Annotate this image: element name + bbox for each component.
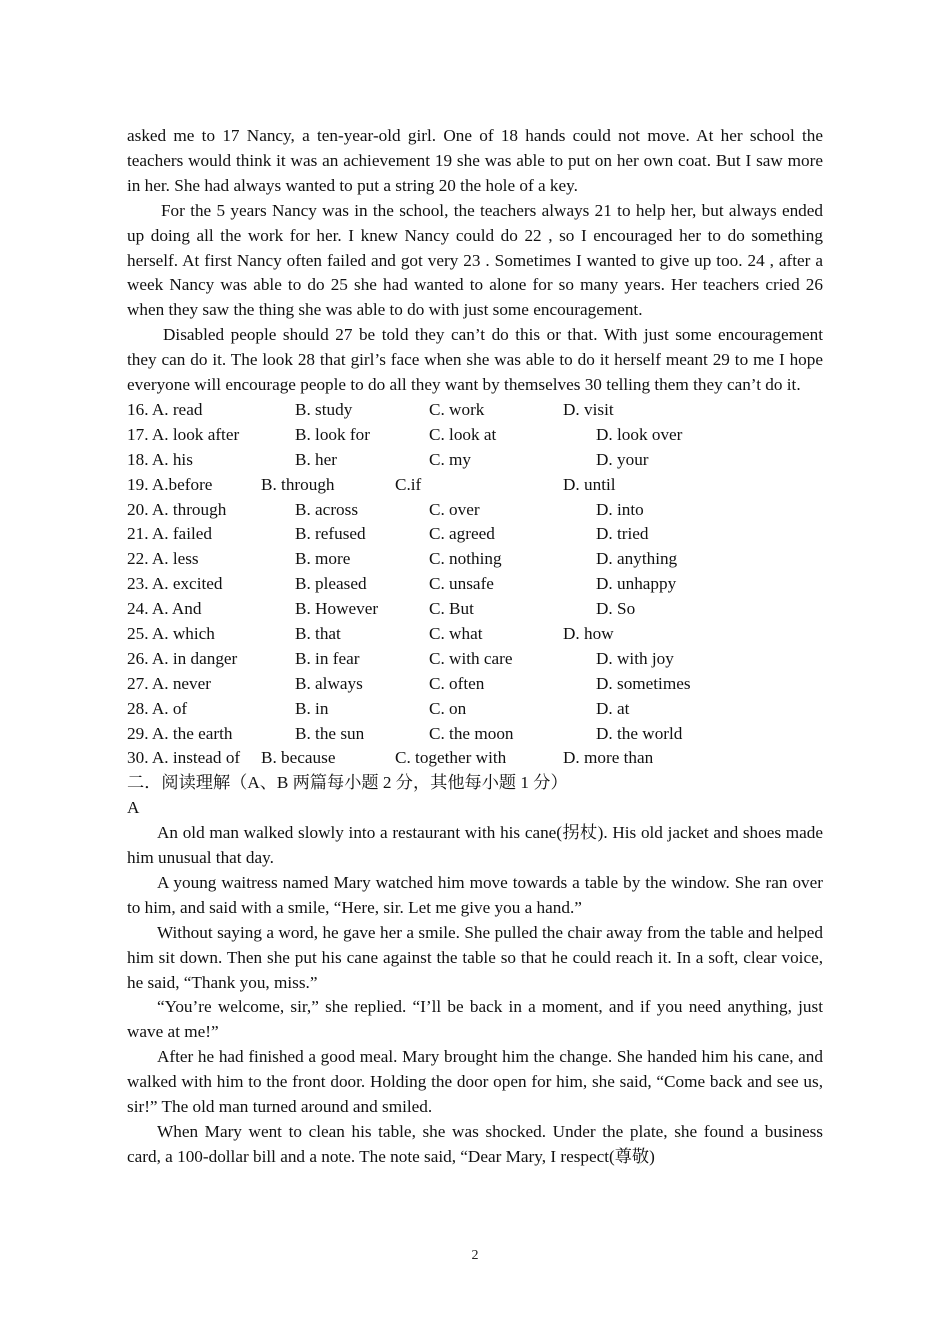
option-d: D. how [563,623,614,643]
option-a: 25. A. which [127,623,215,643]
option-row-27 [127,672,823,697]
section-heading: 二．阅读理解（A、B 两篇每小题 2 分，其他每小题 1 分） [127,773,568,793]
option-row-28 [127,697,823,722]
option-b: B. in [295,698,329,718]
option-c: C. look at [429,424,497,444]
option-b: B. pleased [295,574,367,594]
passage-label: A [127,798,140,818]
option-d: D. look over [596,424,683,444]
passage2-paragraph-6: When Mary went to clean his table, she was shocked. Under the plate, she found a business card, a 100-dollar bill and a note. The note said, “Dear Mary, I respect(尊敬) [127,1122,823,1166]
options-list [127,398,823,771]
page-number: 2 [471,1248,479,1263]
option-b: B. through [261,474,335,494]
option-c: C. what [429,623,483,643]
option-c: C.if [395,474,422,494]
passage2-paragraph-4: “You’re welcome, sir,” she replied. “I’ll be back in a moment, and if you need anything, just wave at me!” [127,997,823,1042]
option-a: 29. A. the earth [127,723,233,743]
option-c: C. often [429,673,485,693]
passage2-paragraph-3: Without saying a word, he gave her a smile. She pulled the chair away from the table and helped him sit down. Then she put his cane against the table so that he could reach it. In a soft, clear voice, he said, “Thank you, miss.” [127,922,823,992]
option-c: C. agreed [429,524,495,544]
option-b: B. more [295,549,351,569]
option-a: 19. A.before [127,474,213,494]
option-row-30 [127,746,823,771]
option-d: D. sometimes [596,673,691,693]
passage2-paragraph-5: After he had finished a good meal. Mary brought him the change. She handed him his cane, and walked with him to the front door. Holding the door open for him, she said, “Come back and see us, sir!” The old man turned around and smiled. [127,1047,823,1117]
option-c: C. the moon [429,723,514,743]
option-a: 16. A. read [127,399,203,419]
option-b: B. because [261,748,336,768]
option-row-18 [127,448,823,473]
passage1-paragraph-3: Disabled people should 27 be told they can’t do this or that. With just some encouragement they can do it. The look 28 that girl’s face when she was able to do it herself meant 29 to me I hope everyone will encourage people to do all they want by themselves 30 telling them they can’t do it. [127,325,823,395]
option-a: 18. A. his [127,449,193,469]
option-d: D. until [563,474,616,494]
document-page [127,124,823,1170]
option-row-22 [127,547,823,572]
passage1-paragraph-1: asked me to 17 Nancy, a ten-year-old girl. One of 18 hands could not move. At her school the teachers would think it was an achievement 19 she was able to put on her own coat. But I saw more in her. She had always wanted to put a string 20 the hole of a key. [127,126,823,195]
option-a: 27. A. never [127,673,212,693]
option-a: 17. A. look after [127,424,240,444]
option-a: 22. A. less [127,549,199,569]
option-row-25 [127,622,823,647]
option-d: D. tried [596,524,649,544]
option-d: D. anything [596,549,678,569]
option-d: D. visit [563,399,614,419]
option-b: B. her [295,449,338,469]
option-d: D. So [596,599,636,619]
option-d: D. the world [596,723,683,743]
option-row-17 [127,423,823,448]
option-row-19 [127,473,823,498]
option-c: C. my [429,449,472,469]
passage1-paragraph-2: For the 5 years Nancy was in the school, the teachers always 21 to help her, but always ended up doing all the work for her. I knew Nancy could do 22 , so I encouraged her to do something herself. At first Nancy often failed and got very 23 . Sometimes I wanted to give up too. 24 , after a week Nancy was able to do 25 she had wanted to alone for so many years. Her teachers cried 26 when they saw the thing she was able to do with just some encouragement. [127,200,823,320]
option-b: B. However [295,599,379,619]
option-b: B. look for [295,424,370,444]
option-b: B. study [295,399,353,419]
option-b: B. in fear [295,648,360,668]
option-c: C. But [429,599,474,619]
option-d: D. into [596,499,644,519]
option-b: B. refused [295,524,366,544]
option-a: 26. A. in danger [127,648,238,668]
passage2-paragraph-2: A young waitress named Mary watched him move towards a table by the window. She ran over to him, and said with a smile, “Here, sir. Let me give you a hand.” [127,872,823,917]
option-c: C. nothing [429,549,502,569]
option-row-24 [127,597,823,622]
option-d: D. at [596,698,630,718]
option-a: 24. A. And [127,599,202,619]
option-a: 28. A. of [127,698,188,718]
option-c: C. over [429,499,480,519]
option-row-16 [127,398,823,423]
option-row-21 [127,522,823,547]
option-b: B. that [295,623,341,643]
option-a: 21. A. failed [127,524,212,544]
option-b: B. always [295,673,363,693]
option-row-26 [127,647,823,672]
option-c: C. on [429,698,467,718]
option-c: C. together with [395,748,507,768]
option-row-29 [127,722,823,747]
option-c: C. unsafe [429,574,494,594]
option-row-20 [127,498,823,523]
option-d: D. with joy [596,648,674,668]
option-a: 20. A. through [127,499,227,519]
option-d: D. your [596,449,649,469]
option-d: D. more than [563,748,654,768]
option-c: C. work [429,399,485,419]
option-b: B. across [295,499,359,519]
option-row-23 [127,572,823,597]
option-a: 30. A. instead of [127,748,241,768]
option-a: 23. A. excited [127,574,223,594]
option-d: D. unhappy [596,574,677,594]
option-c: C. with care [429,648,513,668]
option-b: B. the sun [295,723,365,743]
passage2-paragraph-1: An old man walked slowly into a restaurant with his cane(拐杖). His old jacket and shoes made him unusual that day. [127,823,823,868]
